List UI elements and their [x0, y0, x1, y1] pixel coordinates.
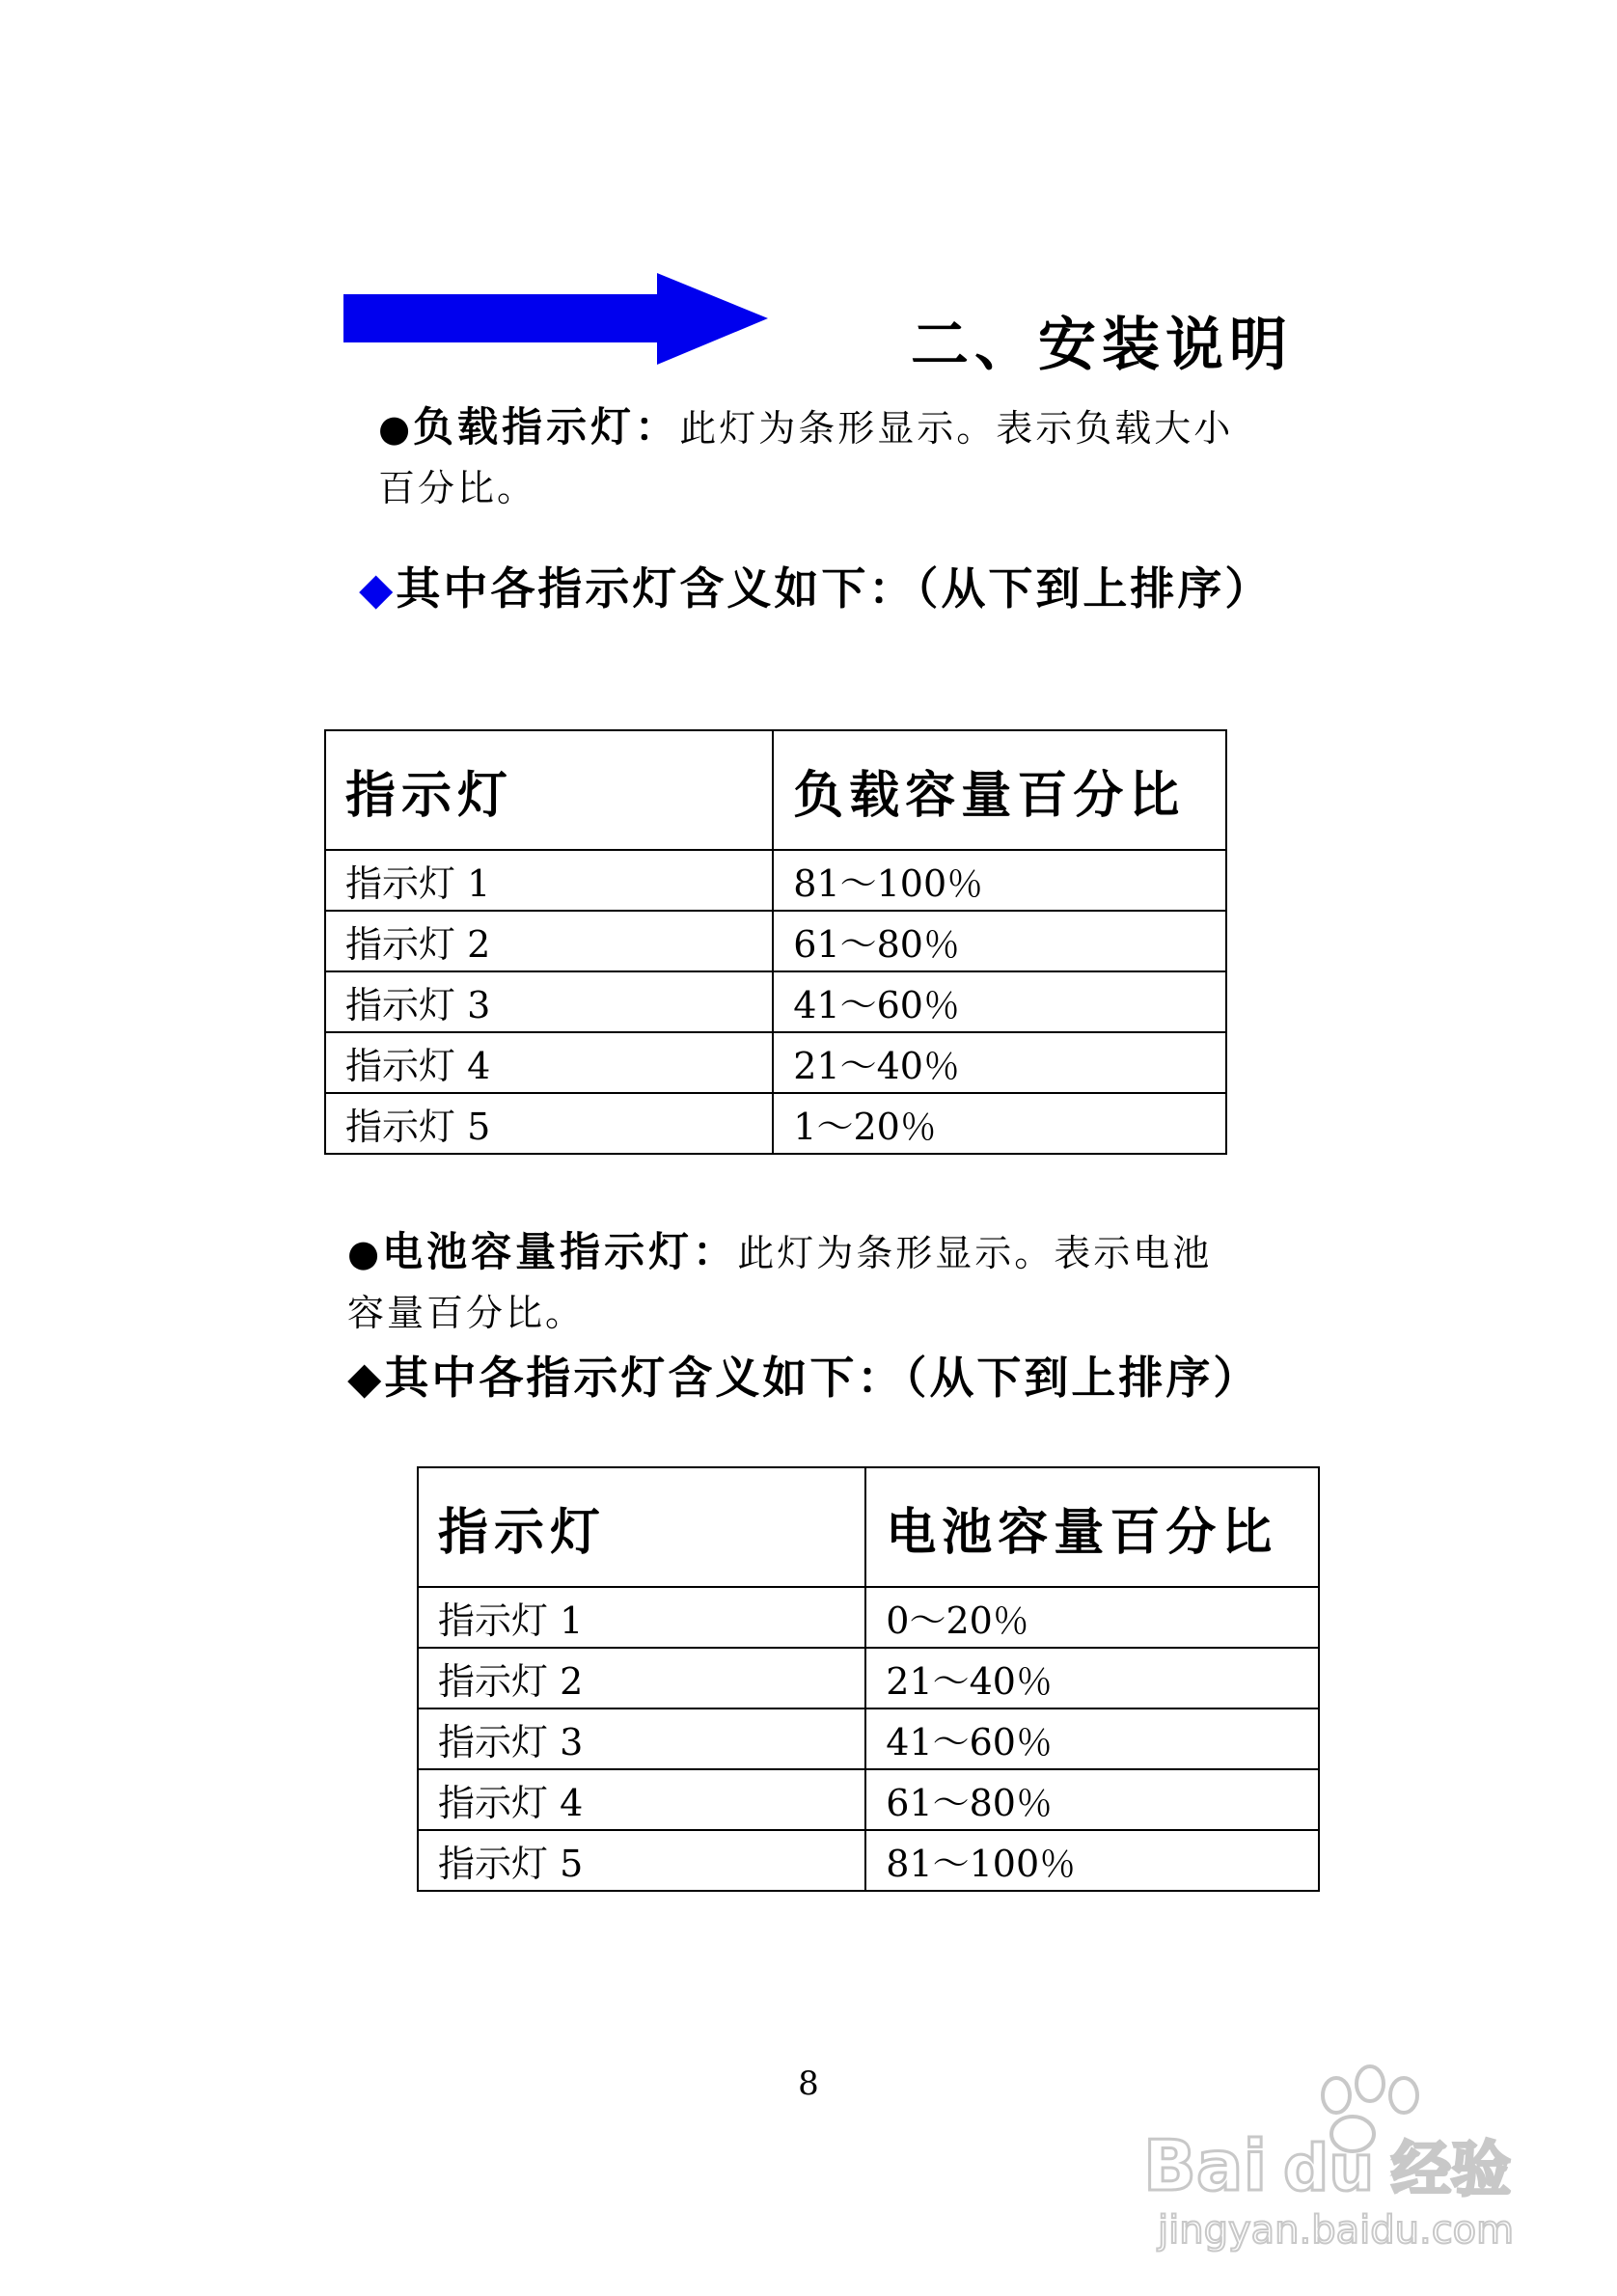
table-cell: 81～100％ — [773, 850, 1226, 911]
table-cell: 指示灯 2 — [418, 1648, 865, 1708]
load-indicator-desc-line2: 百分比。 — [378, 467, 537, 509]
table-row — [325, 1032, 1226, 1093]
table-cell: 指示灯 4 — [418, 1769, 865, 1830]
svg-text:du: du — [1283, 2131, 1375, 2205]
load-meaning-heading — [359, 554, 1272, 617]
table-cell: 0～20％ — [865, 1587, 1319, 1648]
table-cell: 1～20％ — [773, 1093, 1226, 1154]
load-percentage-table — [324, 729, 1227, 1155]
table-row — [418, 1769, 1319, 1830]
table-cell: 61～80％ — [773, 911, 1226, 971]
load-indicator-desc-line1: 此灯为条形显示。表示负载大小 — [679, 407, 1234, 450]
battery-indicator-label: 电池容量指示灯： — [382, 1228, 738, 1275]
table-header-row — [418, 1467, 1319, 1587]
table-cell: 61～80％ — [865, 1769, 1319, 1830]
table-cell: 指示灯 1 — [325, 850, 773, 911]
load-indicator-paragraph — [378, 397, 1304, 518]
table-row — [325, 1093, 1226, 1154]
table-cell: 指示灯 3 — [325, 971, 773, 1032]
table-cell: 41～60％ — [865, 1708, 1319, 1769]
table-cell: 81～100％ — [865, 1830, 1319, 1891]
table-cell: 21～40％ — [773, 1032, 1226, 1093]
table-cell: 指示灯 1 — [418, 1587, 865, 1648]
battery-meaning-heading — [347, 1343, 1260, 1407]
table-cell: 指示灯 5 — [325, 1093, 773, 1154]
table-header-cell: 指示灯 — [325, 730, 773, 850]
diamond-bullet-icon: ◆ — [347, 1352, 385, 1404]
table-row — [418, 1648, 1319, 1708]
bullet-icon: ● — [378, 407, 414, 450]
load-indicator-label: 负载指示灯： — [413, 403, 680, 451]
table-row — [418, 1587, 1319, 1648]
table-cell: 21～40％ — [865, 1648, 1319, 1708]
bullet-icon: ● — [347, 1232, 383, 1274]
svg-text:jingyan.baidu.com: jingyan.baidu.com — [1158, 2208, 1515, 2253]
table-header-cell: 指示灯 — [418, 1467, 865, 1587]
battery-percentage-table — [417, 1466, 1320, 1892]
battery-meaning-text: 其中各指示灯含义如下：（从下到上排序） — [384, 1352, 1261, 1404]
table-header-cell: 负载容量百分比 — [773, 730, 1226, 850]
table-row — [418, 1830, 1319, 1891]
table-row — [418, 1708, 1319, 1769]
table-cell: 指示灯 3 — [418, 1708, 865, 1769]
battery-indicator-desc-line1: 此灯为条形显示。表示电池 — [737, 1232, 1213, 1274]
table-header-row — [325, 730, 1226, 850]
table-cell: 指示灯 4 — [325, 1032, 773, 1093]
table-cell: 指示灯 5 — [418, 1830, 865, 1891]
load-meaning-text: 其中各指示灯含义如下：（从下到上排序） — [396, 562, 1273, 615]
page-number: 8 — [798, 2064, 819, 2103]
table-cell: 41～60％ — [773, 971, 1226, 1032]
table-header-cell: 电池容量百分比 — [865, 1467, 1319, 1587]
battery-indicator-desc-line2: 容量百分比。 — [347, 1292, 586, 1334]
table-cell: 指示灯 2 — [325, 911, 773, 971]
table-row — [325, 971, 1226, 1032]
right-arrow-icon — [343, 273, 768, 365]
watermark-brand: Bai — [1143, 2125, 1268, 2206]
diamond-bullet-icon: ◆ — [359, 562, 397, 615]
table-row — [325, 911, 1226, 971]
section-title: 二、安装说明 — [911, 312, 1293, 379]
baidu-jingyan-watermark-logo — [1138, 2045, 1544, 2257]
table-row — [325, 850, 1226, 911]
svg-text:经验: 经验 — [1391, 2134, 1512, 2204]
battery-indicator-paragraph — [347, 1222, 1274, 1343]
